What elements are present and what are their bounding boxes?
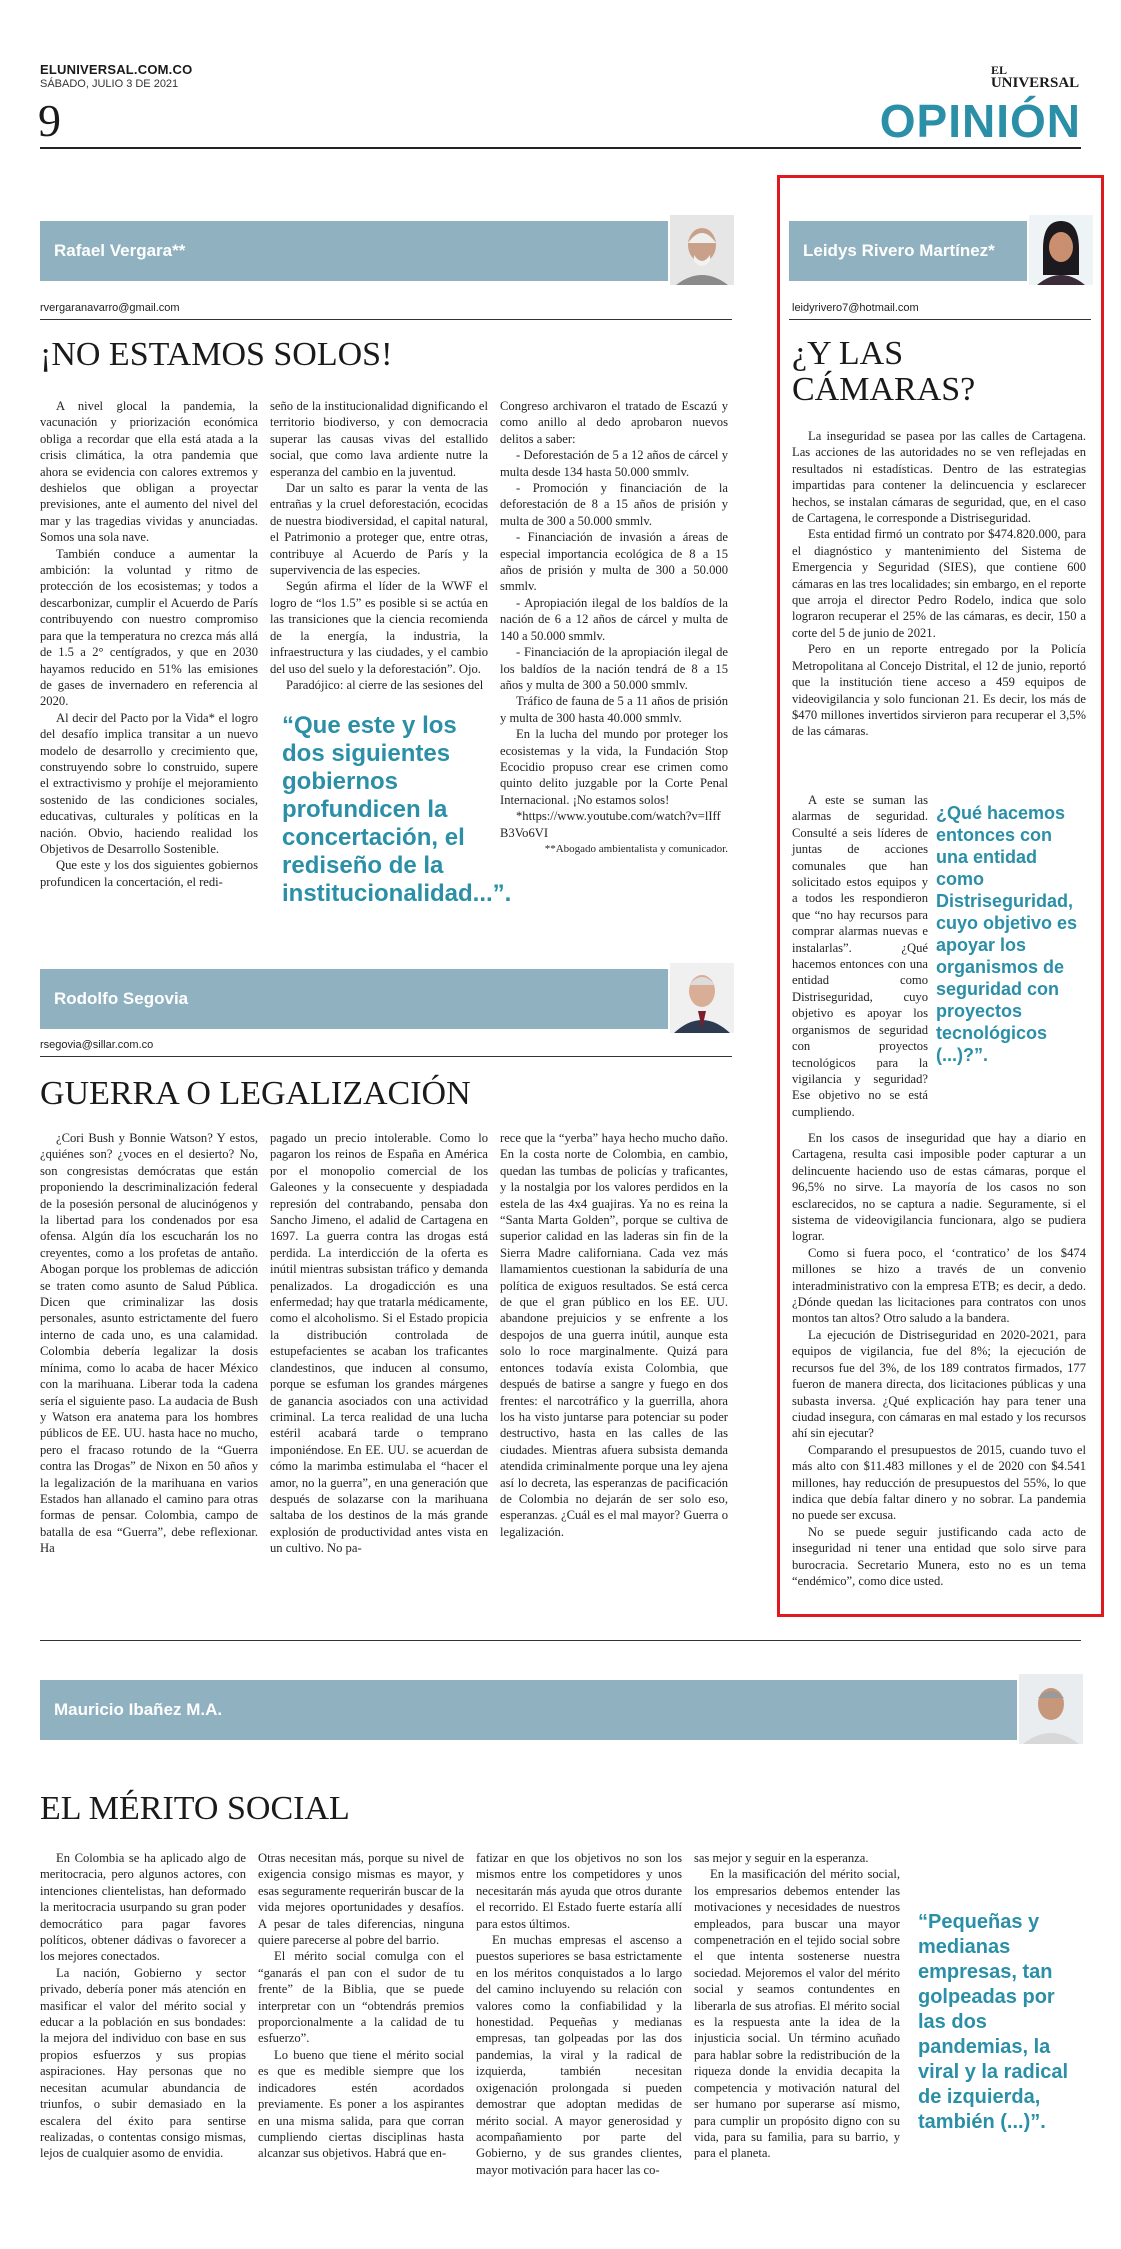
masthead-rule bbox=[40, 147, 1081, 149]
author-name: Mauricio Ibañez M.A. bbox=[54, 1700, 223, 1719]
paragraph: A nivel glocal la pandemia, la vacunación y priorización económica obliga a recordar que ella está atada a la crisis climática, la otra pandemia que ahora se evidencia con calores extremos y deshielos que obligan a proyectar previsiones, ante el aumento del nivel del mar y las tragedias vividas y anunciadas. Somos una sola nave. bbox=[40, 399, 258, 545]
logo-line-2: UNIVERSAL bbox=[990, 75, 1080, 91]
author-note: **Abogado ambientalista y comunicador. bbox=[544, 842, 728, 855]
article-column-2 bbox=[270, 1130, 488, 1557]
section-title: OPINIÓN bbox=[879, 95, 1081, 147]
paragraph: Al decir del Pacto por la Vida* el logro del desafío implica transitar a un nuevo modelo de desarrollo y crecimiento que, construyendo sobre lo construido, supere el extractivismo y prohíje el mejoramiento sostenido de las condiciones sociales, educativas, culturales y políticas en la nación. Obvio, haciendo realidad los Objetivos de Desarrollo Sostenible. bbox=[40, 710, 258, 856]
author-email: rvergaranavarro@gmail.com bbox=[40, 302, 180, 314]
paragraph: Otras necesitan más, porque su nivel de exigencia consigo mismas es mayor, y esas seguramente requerirán buscar de la vida mejores oportunidades y desafíos. A pesar de tales diferencias, ninguna quiere parecerse al pobre del barrio. bbox=[258, 1851, 464, 1948]
divider bbox=[789, 319, 1091, 320]
paragraph: Que este y los dos siguientes gobiernos profundicen la concertación, el redi- bbox=[40, 858, 258, 889]
author-bar-segovia bbox=[40, 969, 732, 1029]
paragraph: ¿Cori Bush y Bonnie Watson? Y estos, ¿quiénes son? ¿voces en el desierto? No, son congresistas demócratas que están proponiendo la descriminalización federal de la posesión personal de alucinógenos y la libertad para los condenados por esa ofensa. Algún día los escucharán los no creyentes, como a los profetas de antaño. Abogan porque los problemas de adicción se traten como asunto de Salud Pública. Dicen que criminalizar las dosis personales, asunto estrictamente del fuero interno de cada uno, es una calamidad. Colombia debería legalizar la dosis mínima, como lo acaba de hacer México con la marihuana. Liberar toda la cadena sería el siguiente paso. La audacia de Bush y Watson era anatema para los hombres públicos de EE. UU. hasta hace no mucho, pero el fracaso rotundo de la “Guerra contra las Drogas” de Nixon en 50 años y la legalización de la marihuana en varios Estados han allanado el camino para otras formas de pensar. Colombia, campo de batalla de esa “Guerra”, debe reflexionar. Ha bbox=[40, 1131, 258, 1556]
site-name: ELUNIVERSAL.COM.CO bbox=[40, 62, 193, 77]
article-column-3 bbox=[476, 1850, 682, 2178]
paragraph: pagado un precio intolerable. Como lo pagaron los reinos de España en América por el monopolio comercial de los Galeones y la consecuente y despiadada represión del contrabando, pensaba don Sancho Jimeno, el adalid de Cartagena en 1697. La guerra contra las drogas está perdida. La interdicción de la oferta es inútil mientras subsistan tráfico y demanda penalizados. La drogadicción es una enfermedad; hay que tratarla médicamente, como el alcoholismo. Si el Estado propicia la distribución controlada de estupefacientes se acaban los traficantes clandestinos, que inducen al consumo, porque se esfuman los grandes márgenes de ganancia asociados con una actividad criminal. La terca realidad de una lucha estéril acabará tarde o temprano imponiéndose. En EE. UU. se acuerdan de cómo la marimba estimulaba el “hacer el amor, no la guerra”, en una generación que después de solazarse con la marihuana saltaba de los destinos de la más grande explosión de productividad antes vista en un cultivo. No pa- bbox=[270, 1131, 488, 1556]
footnote-link[interactable]: *https://www.youtube.com/watch?v=lIffB3Vo6VI bbox=[500, 809, 721, 840]
headline: ¡NO ESTAMOS SOLOS! bbox=[40, 336, 393, 373]
pull-quote: “Que este y los dos siguientes gobiernos profundicen la concertación, el rediseño de la institucionalidad...”. bbox=[282, 712, 512, 907]
headline-line: CÁMARAS? bbox=[792, 371, 976, 408]
paragraph: Pero en un reporte entregado por la Policía Metropolitana al Concejo Distrital, el 12 de junio, reportó que la institución tiene acceso a 459 equipos de videovigilancia y solo funcionan 21. Es decir, los más de $470 millones invertidos sirvieron para recuperar el 3,5% de las cámaras. bbox=[792, 642, 1086, 739]
divider bbox=[40, 319, 732, 320]
author-bar-vergara bbox=[40, 221, 732, 281]
portrait-icon bbox=[670, 963, 734, 1033]
headline: EL MÉRITO SOCIAL bbox=[40, 1790, 350, 1827]
paragraph: La ejecución de Distriseguridad en 2020-2021, para equipos de vigilancia, fue del 8%; la ejecución de recursos fue del 3%, de los 189 contratos firmados, 177 fueron de manera directa, dos licitaciones públicas y una subasta inversa. ¿Qué explicación hay para tener una ciudad insegura, con cámaras en mal estado y los recursos ahí sin ejecutar? bbox=[792, 1327, 1086, 1441]
pull-quote: ¿Qué hacemos entonces con una entidad como Distriseguridad, cuyo objetivo es apoyar los organismos de seguridad con proyectos tecnológicos (...)?”. bbox=[936, 803, 1078, 1065]
headline-line: ¿Y LAS bbox=[792, 335, 904, 372]
paragraph: Según afirma el líder de la WWF el logro de “los 1.5” es posible si se actúa en las transiciones que la ciencia recomienda de la energía, la industria, la infraestructura y las ciudades, y el cambio del uso del suelo y la deforestación”. Ojo. bbox=[270, 579, 488, 676]
author-bar-rivero bbox=[789, 221, 1091, 281]
paragraph: Lo bueno que tiene el mérito social es que es medible siempre que los indicadores estén acordados previamente. Es poner a los aspirantes en una misma salida, para que corran cumpliendo ciertas disciplinas hasta alcanzar sus objetivos. Habrá que en- bbox=[258, 2047, 464, 2161]
paragraph: A este se suman las alarmas de seguridad. Consulté a seis líderes de juntas de acciones comunales que han solicitado estos equipos y a todos les respondieron que “no hay recursos para comprar alarmas nuevas e instalarlas”. ¿Qué hacemos entonces con una entidad como Distriseguridad, cuyo objetivo es apoyar los organismos de seguridad con proyectos tecnológicos para la vigilancia y seguridad? Ese objetivo no se está cumpliendo. bbox=[792, 793, 928, 1119]
paragraph: - Deforestación de 5 a 12 años de cárcel y multa desde 134 hasta 50.000 smmlv. bbox=[500, 448, 728, 479]
paragraph: En muchas empresas el ascenso a puestos superiores se basa estrictamente en los méritos conquistados a lo largo del camino incluyendo su relación con valores como la confiabilidad y la honestidad. Pequeñas y medianas empresas, tan golpeadas por las dos pandemias, la viral y la radical de izquierda, también necesitan oxigenación prolongada si pueden demostrar que adoptan medidas de mérito social. A mayor generosidad y acompañamiento por parte del Gobierno, y de sus grandes clientes, mayor motivación para hacer las co- bbox=[476, 1933, 682, 2177]
article-column-1 bbox=[40, 398, 258, 890]
logo-line-1: EL bbox=[991, 63, 1008, 77]
author-photo bbox=[1017, 1674, 1083, 1744]
paragraph: - Financiación de la apropiación ilegal de los baldíos de la nación tendrá de 8 a 15 años y multa de 300 a 50.000 smmlv. bbox=[500, 645, 728, 692]
headline: GUERRA O LEGALIZACIÓN bbox=[40, 1075, 471, 1112]
paragraph: Esta entidad firmó un contrato por $474.820.000, para el diagnóstico y mantenimiento del Sistema de Emergencia y Seguridad (SIES), que contiene 600 cámaras en las tres localidades; sin embargo, en el reporte que arroja el director Pedro Rodelo, indica que solo lograron recuperar el 25% de las cámaras, es decir, 150 a corte del 5 de junio de 2021. bbox=[792, 527, 1086, 640]
paragraph: - Promoción y financiación de la deforestación de 8 a 15 años de prisión y multa de 300 a 50.000 smmlv. bbox=[500, 481, 728, 528]
article-column-1 bbox=[40, 1130, 258, 1557]
article-column-narrow bbox=[792, 792, 928, 1120]
article-column-2 bbox=[258, 1850, 464, 2162]
author-bar-ibanez bbox=[40, 1680, 1081, 1740]
issue-date: SÁBADO, JULIO 3 DE 2021 bbox=[40, 78, 179, 90]
paragraph: Como si fuera poco, el ‘contratico’ de los $474 millones se hizo a través de un convenio interadministrativo con la empresa ETB; es decir, a dedo. ¿Dónde quedan las licitaciones para contratos con unos montos tan altos? Otro saludo a la bandera. bbox=[792, 1245, 1086, 1326]
paragraph: Congreso archivaron el tratado de Escazú y como anillo al dedo aprobaron nuevos delitos a saber: bbox=[500, 399, 728, 446]
author-name: Rafael Vergara** bbox=[54, 241, 186, 260]
paragraph: rece que la “yerba” haya hecho mucho daño. En la costa norte de Colombia, en cambio, quedan las tumbas de policías y traficantes, y la nostalgia por los valores perdidos en la estela de las 4x4 guajiras. Ya no es reina la “Santa Marta Golden”, porque se cultiva de superior calidad en las laderas sin fin de la Sierra Madre californiana. Cada vez más llamamientos cuestionan la sabiduría de una política de exiguos resultados. Se está cerca de que el gran público en los EE. UU. abandone prejuicios y se enfrente a los despojos de una guerra inútil, aunque esta solo lo roce marginalmente. Quizá para entonces todavía exista Colombia, que después de batirse a sangre y fuego en dos frentes: el narcotráfico y la guerrilla, ahora los ha visto juntarse para potenciar su poder destructivo, hasta en las calles de las ciudades. Mientras afuera subsista demanda atendida criminalmente porque una ley ajena así lo decreta, las esperanzas de pacificación de Colombia no dejarán de ser solo eso, esperanzas. ¿Cuál es el mal mayor? Guerra o legalización. bbox=[500, 1131, 728, 1539]
newspaper-logo bbox=[985, 64, 1085, 90]
paragraph: No se puede seguir justificando cada acto de inseguridad ni tener una entidad que solo sirve para burocracia. Secretario Munera, esto no es un tema “endémico”, como dice usted. bbox=[792, 1524, 1086, 1588]
paragraph: La inseguridad se pasea por las calles de Cartagena. Las acciones de las autoridades no se ven reflejadas en resultados ni estadísticas. Dentro de las estrategias impartidas para contener la delincuencia y esclarecer hechos, se instalan cámaras de seguridad, que, en el caso de Cartagena, le corresponde a Distriseguridad. bbox=[792, 429, 1086, 526]
paragraph: En Colombia se ha aplicado algo de meritocracia, pero algunos actores, con intenciones clientelistas, han deformado la meritocracia usurpando su gran poder democrático para pagar favores políticos, obtener dádivas o favorecer a los mejores conectados. bbox=[40, 1851, 246, 1964]
paragraph: - Apropiación ilegal de los baldíos de la nación de 6 a 12 años de cárcel y multa de 140 a 50.000 smmlv. bbox=[500, 595, 728, 643]
paragraph: En los casos de inseguridad que hay a diario en Cartagena, resulta casi imposible poder capturar a un delincuente haciendo uso de estas cámaras, porque el 96,5% no sirve. La mayoría de los casos no son esclarecidos, no se captura a nadie. Seguramente, si el sistema de videovigilancia funcionara, algo se pudiera lograr. bbox=[792, 1131, 1086, 1244]
paragraph: Paradójico: al cierre de las sesiones del bbox=[286, 677, 484, 692]
pull-quote: “Pequeñas y medianas empresas, tan golpeadas por las dos pandemias, la viral y la radical de izquierda, también (...)”. bbox=[918, 1911, 1069, 2133]
author-name: Rodolfo Segovia bbox=[54, 989, 189, 1008]
paragraph: seño de la institucionalidad dignificando el territorio biodiverso, y con democracia superar las causas vivas del estallido social, que como lava ardiente nutre la esperanza del cambio en la juventud. bbox=[270, 399, 488, 479]
article-column-1 bbox=[40, 1850, 246, 2162]
author-photo bbox=[1027, 215, 1093, 285]
portrait-icon bbox=[1019, 1674, 1083, 1744]
author-photo bbox=[668, 963, 734, 1033]
headline bbox=[792, 336, 975, 408]
page-number: 9 bbox=[38, 95, 61, 146]
paragraph: sas mejor y seguir en la esperanza. bbox=[694, 1851, 869, 1865]
author-email: rsegovia@sillar.com.co bbox=[40, 1039, 154, 1051]
paragraph: fatizar en que los objetivos no son los mismos entre los competidores y unos necesitarán más ayuda que otros durante el recorrido. El Estado fuerte estaría allí para estos últimos. bbox=[476, 1851, 682, 1931]
article-column-bottom bbox=[792, 1130, 1086, 1589]
paragraph: La nación, Gobierno y sector privado, debería poner más atención en masificar el valor del mérito social y educar a la población en sus bondades: la mejora del individuo con base en sus propios esfuerzos y sus propias aspiraciones. Hay personas que no necesitan acumular abundancia de triunfos, o subir demasiado en la escalera del éxito para sentirse realizadas, o contentas consigo mismas, lejos de cualquier asomo de envidia. bbox=[40, 1965, 246, 2161]
paragraph: Comparando el presupuestos de 2015, cuando tuvo el más alto con $11.483 millones y el de 2020 con $4.541 millones, hay reducción de presupuestos del 55%, lo que indica que debía faltar dinero y no sobrar. La pandemia no puede ser excusa. bbox=[792, 1442, 1086, 1523]
author-name: Leidys Rivero Martínez* bbox=[803, 241, 995, 260]
paragraph: También conduce a aumentar la ambición: la voluntad y ritmo de protección de los ecosistemas; y todos a descarbonizar, cumplir el Acuerdo de París contribuyendo con nuestro compromiso para que la temperatura no crezca más allá de 1.5 a 2° centígrados, y que en 2030 hayamos reducido en 51% las emisiones de gases de invernadero en referencia al 2020. bbox=[40, 546, 258, 709]
paragraph: - Financiación de invasión a áreas de especial importancia ecológica de 8 a 15 años de prisión y multa de 300 a 50.000 smmlv. bbox=[500, 530, 728, 594]
portrait-icon bbox=[1029, 215, 1093, 285]
divider bbox=[40, 1056, 732, 1057]
article-column-4 bbox=[694, 1850, 900, 2162]
paragraph: Dar un salto es parar la venta de las entrañas y la cruel deforestación, ecocidas de nuestra biodiversidad, el capital natural, el Patrimonio a proteger que, entre otras, contribuye al Acuerdo de París y la supervivencia de las especies. bbox=[270, 481, 488, 578]
section-divider bbox=[40, 1640, 1081, 1641]
author-email: leidyrivero7@hotmail.com bbox=[792, 302, 919, 314]
paragraph: El mérito social comulga con el “ganarás el pan con el sudor de tu frente” de la Biblia, que se puede interpretar con un “obtendrás premios proporcionalmente a la calidad de tu esfuerzo”. bbox=[258, 1949, 464, 2046]
paragraph: En la lucha del mundo por proteger los ecosistemas y la vida, la Fundación Stop Ecocidio propuso crear ese crimen como quinto delito juzgable por la Corte Penal Internacional. ¡No estamos solos! bbox=[500, 727, 728, 807]
author-photo bbox=[668, 215, 734, 285]
article-column-2 bbox=[270, 398, 488, 693]
article-column-3 bbox=[500, 1130, 728, 1540]
article-column-top bbox=[792, 428, 1086, 740]
paragraph: En la masificación del mérito social, los empresarios debemos entender las motivaciones y necesidades de nuestros empleados, para buscar una mayor compenetración en el tejido social sobre el que intenta sostenerse nuestra sociedad. Mejoremos el valor del mérito social y seamos contundentes en liberarla de sus atrofias. El mérito social es la respuesta ante la idea de la injusticia social. Un término acuñado para hablar sobre la redistribución de la riqueza donde la envidia decapita la competencia y motivación natural del ser humano por superarse así mismo, para cumplir un propósito digno con su vida, para su familia, para su barrio, y para el planeta. bbox=[694, 1867, 900, 2161]
portrait-icon bbox=[670, 215, 734, 285]
article-column-3 bbox=[500, 398, 728, 857]
paragraph: Tráfico de fauna de 5 a 11 años de prisión y multa de 300 hasta 40.000 smmlv. bbox=[500, 694, 728, 725]
